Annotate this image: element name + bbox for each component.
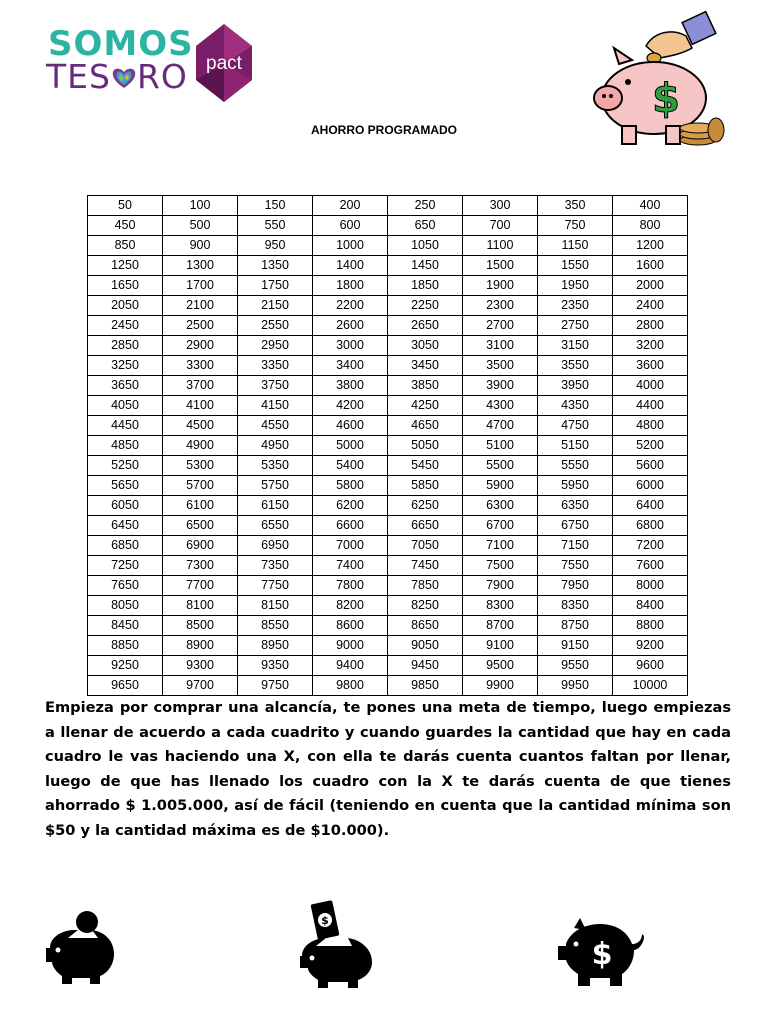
grid-row — [88, 536, 688, 556]
grid-cell: 9350 — [238, 656, 313, 676]
grid-cell: 2250 — [388, 296, 463, 316]
grid-cell: 3200 — [613, 336, 688, 356]
grid-cell: 1000 — [313, 236, 388, 256]
grid-cell: 1400 — [313, 256, 388, 276]
grid-cell: 6500 — [163, 516, 238, 536]
grid-cell: 1300 — [163, 256, 238, 276]
grid-cell: 5050 — [388, 436, 463, 456]
grid-cell: 1700 — [163, 276, 238, 296]
grid-cell: 4350 — [538, 396, 613, 416]
grid-cell: 2500 — [163, 316, 238, 336]
grid-cell: 6050 — [88, 496, 163, 516]
grid-cell: 7750 — [238, 576, 313, 596]
grid-cell: 9550 — [538, 656, 613, 676]
grid-cell: 7450 — [388, 556, 463, 576]
logo-line-tesoro — [46, 57, 188, 96]
grid-cell: 9400 — [313, 656, 388, 676]
grid-cell: 8000 — [613, 576, 688, 596]
grid-cell: 8850 — [88, 636, 163, 656]
logo-tesoro-suffix: RO — [136, 57, 188, 96]
grid-cell: 3950 — [538, 376, 613, 396]
grid-cell: 3150 — [538, 336, 613, 356]
grid-cell: 3700 — [163, 376, 238, 396]
grid-cell: 2700 — [463, 316, 538, 336]
grid-row — [88, 196, 688, 216]
grid-cell: 9700 — [163, 676, 238, 696]
grid-cell: 3650 — [88, 376, 163, 396]
grid-cell: 2600 — [313, 316, 388, 336]
grid-cell: 5000 — [313, 436, 388, 456]
grid-cell: 9450 — [388, 656, 463, 676]
grid-cell: 1900 — [463, 276, 538, 296]
grid-row — [88, 416, 688, 436]
grid-cell: 1350 — [238, 256, 313, 276]
svg-text:$: $ — [321, 914, 329, 927]
grid-cell: 4450 — [88, 416, 163, 436]
grid-cell: 700 — [463, 216, 538, 236]
grid-cell: 6100 — [163, 496, 238, 516]
grid-cell: 1950 — [538, 276, 613, 296]
grid-cell: 2150 — [238, 296, 313, 316]
grid-cell: 4000 — [613, 376, 688, 396]
svg-text:$: $ — [591, 937, 613, 972]
grid-cell: 50 — [88, 196, 163, 216]
grid-row — [88, 256, 688, 276]
grid-cell: 4150 — [238, 396, 313, 416]
grid-cell: 4100 — [163, 396, 238, 416]
grid-cell: 8750 — [538, 616, 613, 636]
grid-cell: 1450 — [388, 256, 463, 276]
grid-cell: 950 — [238, 236, 313, 256]
grid-cell: 6650 — [388, 516, 463, 536]
grid-cell: 2650 — [388, 316, 463, 336]
grid-cell: 9650 — [88, 676, 163, 696]
grid-cell: 2550 — [238, 316, 313, 336]
grid-cell: 1550 — [538, 256, 613, 276]
grid-row — [88, 296, 688, 316]
grid-cell: 5950 — [538, 476, 613, 496]
grid-cell: 7900 — [463, 576, 538, 596]
grid-cell: 6750 — [538, 516, 613, 536]
grid-row — [88, 396, 688, 416]
grid-cell: 1750 — [238, 276, 313, 296]
grid-cell: 7000 — [313, 536, 388, 556]
grid-cell: 1250 — [88, 256, 163, 276]
grid-cell: 8150 — [238, 596, 313, 616]
grid-cell: 1650 — [88, 276, 163, 296]
piggy-bank-dollar-icon — [556, 916, 644, 988]
svg-text:$: $ — [652, 76, 680, 122]
grid-cell: 7600 — [613, 556, 688, 576]
grid-cell: 1500 — [463, 256, 538, 276]
grid-cell: 1850 — [388, 276, 463, 296]
grid-cell: 6150 — [238, 496, 313, 516]
grid-cell: 450 — [88, 216, 163, 236]
grid-cell: 1200 — [613, 236, 688, 256]
grid-cell: 9050 — [388, 636, 463, 656]
grid-cell: 5250 — [88, 456, 163, 476]
grid-cell: 8700 — [463, 616, 538, 636]
grid-row — [88, 636, 688, 656]
grid-cell: 2750 — [538, 316, 613, 336]
grid-cell: 9200 — [613, 636, 688, 656]
grid-cell: 6550 — [238, 516, 313, 536]
grid-cell: 4200 — [313, 396, 388, 416]
grid-cell: 7150 — [538, 536, 613, 556]
heart-globe-icon — [111, 66, 137, 90]
grid-cell: 9800 — [313, 676, 388, 696]
grid-cell: 200 — [313, 196, 388, 216]
grid-cell: 3600 — [613, 356, 688, 376]
grid-cell: 5750 — [238, 476, 313, 496]
grid-row — [88, 516, 688, 536]
grid-cell: 650 — [388, 216, 463, 236]
grid-cell: 7400 — [313, 556, 388, 576]
grid-row — [88, 276, 688, 296]
grid-cell: 250 — [388, 196, 463, 216]
grid-row — [88, 356, 688, 376]
grid-cell: 2900 — [163, 336, 238, 356]
grid-cell: 7200 — [613, 536, 688, 556]
grid-cell: 5200 — [613, 436, 688, 456]
grid-cell: 5100 — [463, 436, 538, 456]
grid-cell: 6850 — [88, 536, 163, 556]
grid-cell: 2950 — [238, 336, 313, 356]
grid-cell: 4700 — [463, 416, 538, 436]
grid-cell: 8800 — [613, 616, 688, 636]
grid-cell: 4600 — [313, 416, 388, 436]
grid-cell: 5850 — [388, 476, 463, 496]
grid-cell: 5700 — [163, 476, 238, 496]
grid-cell: 2300 — [463, 296, 538, 316]
grid-cell: 5800 — [313, 476, 388, 496]
grid-cell: 7050 — [388, 536, 463, 556]
grid-cell: 4250 — [388, 396, 463, 416]
grid-cell: 3550 — [538, 356, 613, 376]
grid-cell: 6000 — [613, 476, 688, 496]
grid-cell: 7550 — [538, 556, 613, 576]
grid-cell: 3900 — [463, 376, 538, 396]
piggy-bank-banknote-icon — [298, 898, 374, 988]
grid-cell: 7500 — [463, 556, 538, 576]
grid-cell: 3100 — [463, 336, 538, 356]
grid-cell: 5550 — [538, 456, 613, 476]
grid-cell: 6700 — [463, 516, 538, 536]
grid-cell: 8250 — [388, 596, 463, 616]
grid-cell: 3300 — [163, 356, 238, 376]
grid-cell: 800 — [613, 216, 688, 236]
grid-cell: 10000 — [613, 676, 688, 696]
grid-cell: 2050 — [88, 296, 163, 316]
page-title: AHORRO PROGRAMADO — [311, 123, 457, 137]
grid-cell: 8400 — [613, 596, 688, 616]
grid-cell: 1100 — [463, 236, 538, 256]
grid-cell: 3800 — [313, 376, 388, 396]
pact-logo-text: pact — [206, 53, 242, 74]
grid-cell: 8300 — [463, 596, 538, 616]
grid-cell: 900 — [163, 236, 238, 256]
grid-cell: 6600 — [313, 516, 388, 536]
grid-cell: 8900 — [163, 636, 238, 656]
grid-cell: 6250 — [388, 496, 463, 516]
grid-cell: 6450 — [88, 516, 163, 536]
grid-cell: 8600 — [313, 616, 388, 636]
grid-cell: 3350 — [238, 356, 313, 376]
grid-cell: 5900 — [463, 476, 538, 496]
grid-cell: 3050 — [388, 336, 463, 356]
grid-cell: 6900 — [163, 536, 238, 556]
grid-row — [88, 676, 688, 696]
grid-row — [88, 376, 688, 396]
grid-cell: 7250 — [88, 556, 163, 576]
piggy-bank-coin-icon — [44, 908, 118, 986]
grid-cell: 9900 — [463, 676, 538, 696]
grid-cell: 3400 — [313, 356, 388, 376]
grid-row — [88, 596, 688, 616]
grid-cell: 1800 — [313, 276, 388, 296]
grid-cell: 350 — [538, 196, 613, 216]
grid-cell: 8500 — [163, 616, 238, 636]
grid-cell: 6400 — [613, 496, 688, 516]
grid-cell: 4850 — [88, 436, 163, 456]
grid-cell: 2200 — [313, 296, 388, 316]
grid-cell: 8450 — [88, 616, 163, 636]
grid-cell: 5600 — [613, 456, 688, 476]
grid-cell: 750 — [538, 216, 613, 236]
grid-row — [88, 496, 688, 516]
grid-cell: 7800 — [313, 576, 388, 596]
grid-cell: 8650 — [388, 616, 463, 636]
savings-grid — [87, 195, 688, 696]
grid-cell: 9950 — [538, 676, 613, 696]
grid-cell: 4900 — [163, 436, 238, 456]
grid-cell: 9100 — [463, 636, 538, 656]
grid-cell: 3000 — [313, 336, 388, 356]
grid-cell: 8100 — [163, 596, 238, 616]
grid-cell: 4050 — [88, 396, 163, 416]
grid-row — [88, 216, 688, 236]
grid-row — [88, 616, 688, 636]
grid-row — [88, 456, 688, 476]
grid-cell: 8200 — [313, 596, 388, 616]
grid-cell: 5150 — [538, 436, 613, 456]
grid-cell: 7950 — [538, 576, 613, 596]
grid-cell: 7650 — [88, 576, 163, 596]
grid-cell: 6200 — [313, 496, 388, 516]
grid-cell: 2000 — [613, 276, 688, 296]
logo-line-somos: SOMOS — [48, 24, 194, 64]
grid-cell: 1150 — [538, 236, 613, 256]
grid-row — [88, 556, 688, 576]
grid-cell: 2400 — [613, 296, 688, 316]
grid-cell: 9850 — [388, 676, 463, 696]
grid-cell: 7300 — [163, 556, 238, 576]
grid-cell: 7350 — [238, 556, 313, 576]
grid-cell: 2100 — [163, 296, 238, 316]
grid-cell: 8950 — [238, 636, 313, 656]
grid-cell: 7850 — [388, 576, 463, 596]
grid-cell: 850 — [88, 236, 163, 256]
grid-cell: 3250 — [88, 356, 163, 376]
grid-cell: 5450 — [388, 456, 463, 476]
grid-cell: 2450 — [88, 316, 163, 336]
grid-cell: 500 — [163, 216, 238, 236]
grid-cell: 4400 — [613, 396, 688, 416]
grid-cell: 7100 — [463, 536, 538, 556]
grid-cell: 3750 — [238, 376, 313, 396]
grid-cell: 8550 — [238, 616, 313, 636]
instructions-paragraph: Empieza por comprar una alcancía, te pones una meta de tiempo, luego empiezas a llenar de acuerdo a cada cuadrito y cuando guardes la cantidad que hay en cada cuadro le vas haciendo una X, con ella te darás cuenta cuantos faltan por llenar, luego de que has llenado los cuadro con la X te darás cuenta de que tienes ahorrado $ 1.005.000, así de fácil (teniendo en cuenta que la cantidad mínima son $50 y la cantidad máxima es de $10.000). — [45, 699, 731, 839]
grid-row — [88, 316, 688, 336]
grid-cell: 300 — [463, 196, 538, 216]
grid-cell: 4650 — [388, 416, 463, 436]
grid-cell: 5500 — [463, 456, 538, 476]
grid-cell: 9250 — [88, 656, 163, 676]
grid-cell: 1600 — [613, 256, 688, 276]
grid-cell: 5400 — [313, 456, 388, 476]
grid-cell: 9750 — [238, 676, 313, 696]
grid-row — [88, 336, 688, 356]
grid-row — [88, 576, 688, 596]
grid-cell: 150 — [238, 196, 313, 216]
grid-cell: 3500 — [463, 356, 538, 376]
grid-cell: 9300 — [163, 656, 238, 676]
grid-cell: 9500 — [463, 656, 538, 676]
pact-logo — [194, 24, 254, 102]
grid-cell: 2800 — [613, 316, 688, 336]
grid-cell: 6350 — [538, 496, 613, 516]
grid-cell: 600 — [313, 216, 388, 236]
grid-cell: 2350 — [538, 296, 613, 316]
grid-cell: 4550 — [238, 416, 313, 436]
grid-cell: 6800 — [613, 516, 688, 536]
grid-cell: 6950 — [238, 536, 313, 556]
grid-cell: 4300 — [463, 396, 538, 416]
grid-cell: 5300 — [163, 456, 238, 476]
grid-cell: 4750 — [538, 416, 613, 436]
grid-cell: 550 — [238, 216, 313, 236]
grid-cell: 9000 — [313, 636, 388, 656]
grid-row — [88, 236, 688, 256]
grid-cell: 8350 — [538, 596, 613, 616]
grid-cell: 400 — [613, 196, 688, 216]
logo-tesoro-prefix: TES — [46, 57, 111, 96]
grid-cell: 5350 — [238, 456, 313, 476]
grid-cell: 7700 — [163, 576, 238, 596]
grid-cell: 9600 — [613, 656, 688, 676]
grid-cell: 5650 — [88, 476, 163, 496]
grid-cell: 9150 — [538, 636, 613, 656]
grid-cell: 6300 — [463, 496, 538, 516]
grid-cell: 100 — [163, 196, 238, 216]
grid-cell: 3850 — [388, 376, 463, 396]
grid-cell: 2850 — [88, 336, 163, 356]
grid-cell: 4800 — [613, 416, 688, 436]
grid-row — [88, 656, 688, 676]
grid-cell: 4950 — [238, 436, 313, 456]
grid-row — [88, 476, 688, 496]
grid-row — [88, 436, 688, 456]
grid-cell: 4500 — [163, 416, 238, 436]
grid-cell: 8050 — [88, 596, 163, 616]
grid-cell: 1050 — [388, 236, 463, 256]
grid-cell: 3450 — [388, 356, 463, 376]
